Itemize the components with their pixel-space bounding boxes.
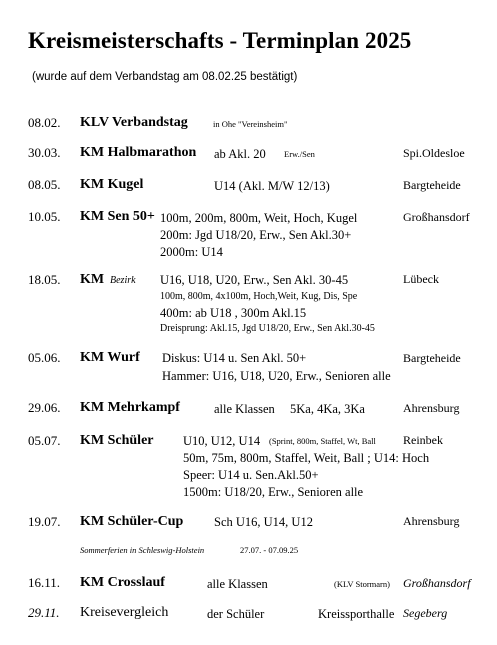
event-name-note: Bezirk bbox=[110, 275, 136, 286]
holiday-note-dates: 27.07. - 07.09.25 bbox=[240, 545, 299, 555]
event-name: KM Mehrkampf bbox=[80, 400, 180, 415]
event-name: KM Sen 50+ bbox=[80, 209, 155, 224]
event-location: Reinbek bbox=[403, 433, 443, 447]
event-detail: Dreisprung: Akl.15, Jgd U18/20, Erw., Sen Akl.30-45 bbox=[160, 323, 375, 334]
event-detail: alle Klassen bbox=[214, 402, 275, 416]
event-location: Ahrensburg bbox=[403, 401, 460, 415]
event-date: 19.07. bbox=[28, 514, 61, 529]
event-location: Bargteheide bbox=[403, 178, 461, 192]
event-detail: 200m: Jgd U18/20, Erw., Sen Akl.30+ bbox=[160, 228, 352, 242]
event-date: 29.06. bbox=[28, 400, 61, 415]
event-name: KM bbox=[80, 272, 105, 287]
event-detail: 2000m: U14 bbox=[160, 245, 223, 259]
event-detail: 100m, 200m, 800m, Weit, Hoch, Kugel bbox=[160, 211, 358, 225]
event-detail: 100m, 800m, 4x100m, Hoch,Weit, Kug, Dis, Spe bbox=[160, 291, 358, 302]
event-detail: der Schüler bbox=[207, 607, 265, 621]
event-detail: 5Ka, 4Ka, 3Ka bbox=[290, 402, 365, 416]
event-date: 16.11. bbox=[28, 575, 61, 590]
page-subtitle: (wurde auf dem Verbandstag am 08.02.25 bestätigt) bbox=[32, 71, 298, 83]
event-date: 08.05. bbox=[28, 177, 61, 192]
page-title: Kreismeisterschafts - Terminplan 2025 bbox=[28, 28, 412, 53]
event-location: Bargteheide bbox=[403, 351, 461, 365]
event-name: Kreisevergleich bbox=[80, 605, 169, 620]
event-location: Segeberg bbox=[403, 606, 448, 620]
event-date: 05.07. bbox=[28, 433, 61, 448]
event-detail: 400m: ab U18 , 300m Akl.15 bbox=[160, 306, 307, 320]
event-detail: in Ohe "Vereinsheim" bbox=[213, 119, 288, 129]
event-detail: U14 (Akl. M/W 12/13) bbox=[214, 179, 330, 193]
event-name: KM Crosslauf bbox=[80, 575, 165, 590]
event-date: 30.03. bbox=[28, 145, 61, 160]
event-detail: ab Akl. 20 bbox=[214, 147, 266, 161]
event-detail: 50m, 75m, 800m, Staffel, Weit, Ball ; U14: Hoch bbox=[183, 451, 430, 465]
event-detail: Speer: U14 u. Sen.Akl.50+ bbox=[183, 468, 319, 482]
event-detail: (Sprint, 800m, Staffel, Wt, Ball bbox=[269, 436, 376, 446]
event-name: KLV Verbandstag bbox=[80, 115, 188, 130]
event-detail: Erw./Sen bbox=[284, 149, 315, 159]
event-detail: Diskus: U14 u. Sen Akl. 50+ bbox=[162, 351, 307, 365]
event-location: Spi.Oldesloe bbox=[403, 146, 465, 160]
event-detail: Hammer: U16, U18, U20, Erw., Senioren alle bbox=[162, 369, 391, 383]
event-location: Lübeck bbox=[403, 272, 439, 286]
event-detail: alle Klassen bbox=[207, 577, 268, 591]
event-date: 29.11. bbox=[28, 605, 60, 620]
event-location: Ahrensburg bbox=[403, 514, 460, 528]
event-location: Großhansdorf bbox=[403, 576, 471, 590]
event-detail: Kreissporthalle bbox=[318, 607, 395, 621]
event-date: 18.05. bbox=[28, 272, 61, 287]
event-name: KM Schüler-Cup bbox=[80, 514, 184, 529]
event-name: KM Kugel bbox=[80, 177, 144, 192]
holiday-note-text: Sommerferien in Schleswig-Holstein bbox=[80, 545, 205, 555]
event-detail: U16, U18, U20, Erw., Sen Akl. 30-45 bbox=[160, 273, 349, 287]
event-detail: U10, U12, U14 bbox=[183, 434, 261, 448]
event-name: KM Schüler bbox=[80, 433, 154, 448]
event-date: 05.06. bbox=[28, 350, 61, 365]
event-name: KM Halbmarathon bbox=[80, 145, 197, 160]
event-date: 08.02. bbox=[28, 115, 61, 130]
event-location: Großhansdorf bbox=[403, 210, 470, 224]
event-detail: Sch U16, U14, U12 bbox=[214, 515, 313, 529]
event-detail: 1500m: U18/20, Erw., Senioren alle bbox=[183, 485, 364, 499]
event-detail: (KLV Stormarn) bbox=[334, 579, 390, 589]
event-name: KM Wurf bbox=[80, 350, 140, 365]
event-date: 10.05. bbox=[28, 209, 61, 224]
